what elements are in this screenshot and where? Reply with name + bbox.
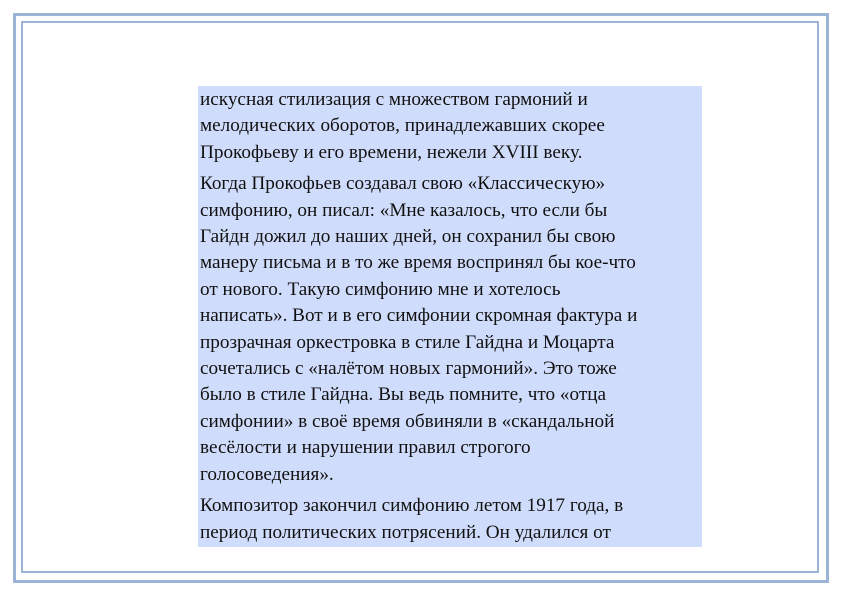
text-line: период политических потрясений. Он удалился от [200,521,611,543]
paragraph-3 [200,493,702,546]
text-line: симфонию, он писал: «Мне казалось, что если бы [200,199,608,221]
text-line: весёлости и нарушении правил строгого [200,437,531,459]
text-line: Прокофьеву и его времени, нежели XVIII веку. [200,141,583,163]
text-line: манеру письма и в то же время воспринял бы кое-что [200,252,636,274]
text-line: Гайдн дожил до наших дней, он сохранил бы свою [200,226,616,248]
paragraph-1 [200,87,702,166]
text-line: искусная стилизация с множеством гармоний и [200,89,588,110]
text-line: голосоведения». [200,463,334,485]
text-line: от нового. Такую симфонию мне и хотелось [200,278,561,300]
text-box [198,86,702,547]
text-line: Композитор закончил симфонию летом 1917 года, в [200,495,624,517]
text-line: написать». Вот и в его симфонии скромная фактура и [200,305,638,327]
text-line: симфонии» в своё время обвиняли в «скандальной [200,410,615,432]
text-line: было в стиле Гайдна. Вы ведь помните, что «отца [200,384,607,406]
text-line: Когда Прокофьев создавал свою «Классическую» [200,173,606,195]
text-line: прозрачная оркестровка в стиле Гайдна и Моцарта [200,331,615,353]
text-line: сочетались с «налётом новых гармоний». Это тоже [200,358,617,380]
paragraph-2 [200,171,702,488]
text-line: мелодических оборотов, принадлежавших скорее [200,115,605,137]
